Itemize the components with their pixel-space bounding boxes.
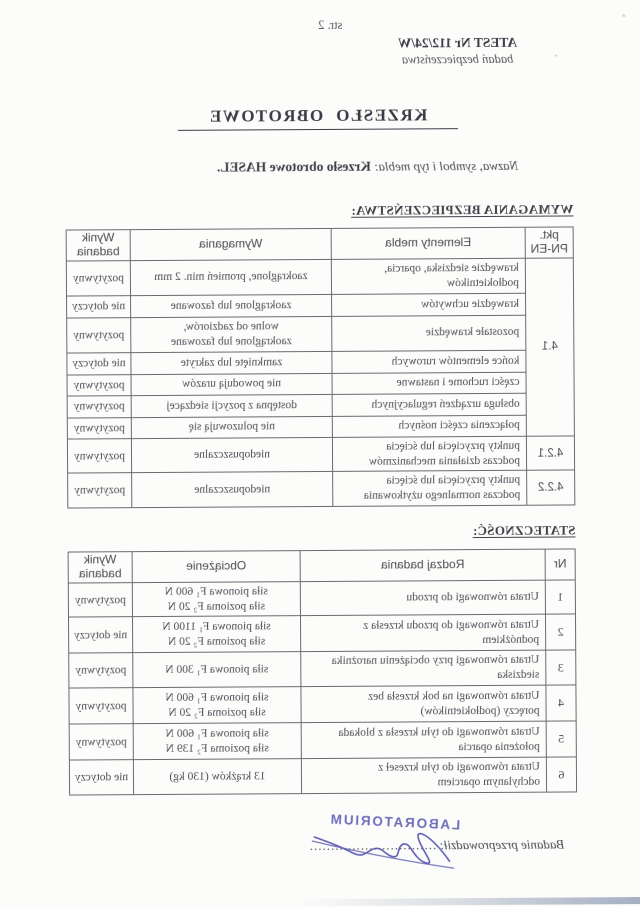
atest-number: ATEST Nr 112/24/W <box>397 34 518 51</box>
table-row <box>67 436 574 474</box>
table-row <box>69 757 576 795</box>
stability-tests-table <box>68 548 577 795</box>
safety-requirements-table <box>66 226 576 508</box>
nr-cell: 3 <box>546 650 576 685</box>
table-row <box>67 315 574 353</box>
column-header-result: Wynik badania <box>68 552 132 583</box>
load-cell: 13 krążków (130 kg) <box>133 759 301 795</box>
result-cell: pozytywny <box>67 374 131 395</box>
load-cell: siła pionowa F₁ 600 N siła pozioma F₂ 20 N <box>132 581 300 617</box>
scan-edge-shadow <box>298 897 640 906</box>
result-cell: pozytywny <box>66 260 130 295</box>
table-row <box>67 350 574 375</box>
page-number: str. 2 <box>318 17 343 33</box>
table-row <box>69 685 576 724</box>
test-cell: Utrata równowagi do przodu <box>300 580 545 616</box>
element-cell: krawędzie siedziska, oparcia, podłokietników <box>331 258 525 294</box>
column-header-result: Wynik badania <box>66 230 130 261</box>
result-cell: pozytywny <box>68 473 132 508</box>
table-row <box>67 293 574 318</box>
result-cell: pozytywny <box>67 317 131 352</box>
pkt-cell: 4.1 <box>525 258 574 436</box>
nr-cell: 1 <box>545 580 575 615</box>
test-cell: Utrata równowagi do tyłu krzeseł z odchylanym oparciem <box>301 757 546 793</box>
load-cell: siła pionowa F₁ 600 N siła pozioma F₂ 20 N <box>133 687 301 724</box>
load-cell: siła pionowa F₁ 1100 N siła pozioma F₂ 20 N <box>132 616 300 653</box>
test-cell: Utrata równowagi do przodu krzesła z podnóżkiem <box>300 615 545 652</box>
signature-dotted-line: .............................. <box>308 837 437 854</box>
table-header-row <box>68 549 575 583</box>
load-cell: siła pionowa F₁ 600 N siła pozioma F₂ 139 N <box>133 723 301 760</box>
nr-cell: 5 <box>546 721 576 757</box>
table-row <box>68 470 575 508</box>
result-cell: nie dotyczy <box>68 617 132 653</box>
column-header-element: Elementy mebla <box>331 227 525 259</box>
requirement-cell: wolne od zadziorów, zaokrąglone lub fazowane <box>131 316 332 352</box>
result-cell: nie dotyczy <box>67 352 131 374</box>
element-cell: punkty przycięcia lub ścięcia podczas normalnego użytkowania <box>333 471 527 507</box>
table-row <box>66 258 573 296</box>
stability-section-heading: STATECZNOŚĆ: <box>472 522 576 539</box>
element-cell: części ruchome i nastawne <box>332 372 526 394</box>
table-row <box>69 721 576 760</box>
table-row <box>68 614 575 653</box>
column-header-load: Obciążenie <box>132 551 300 583</box>
table-row <box>69 650 576 688</box>
element-cell: połączenia części nośnych <box>332 415 526 437</box>
element-cell: punkty przycięcia lub ścięcia podczas działania mechanizmów <box>332 436 526 472</box>
tester-label: Badanie przeprowadził: <box>439 836 565 853</box>
result-cell: pozytywny <box>69 653 133 688</box>
pkt-cell: 4.2.2 <box>527 470 575 505</box>
table-row <box>68 580 575 618</box>
pkt-cell: 4.2.1 <box>526 436 574 471</box>
table-row <box>67 393 574 418</box>
nr-cell: 4 <box>546 685 576 721</box>
element-cell: pozostałe krawędzie <box>332 315 526 351</box>
element-cell: krawędzie uchwytów <box>332 293 526 316</box>
column-header-pkt: pkt. PN-EN <box>525 227 573 258</box>
element-cell: obsługa urządzeń regulacyjnych <box>332 393 526 416</box>
column-header-test: Rodzaj badania <box>300 549 545 581</box>
element-cell: końce elementów rurowych <box>332 350 526 373</box>
safety-section-heading: WYMAGANIA BEZPIECZEŃSTWA: <box>351 201 574 218</box>
laboratory-stamp: LABORATORIUM <box>328 811 461 833</box>
requirement-cell: zaokrąglone lub fazowane <box>131 294 332 317</box>
result-cell: nie dotyczy <box>69 760 133 795</box>
column-header-nr: Nr <box>545 549 575 580</box>
scan-speck <box>555 55 558 57</box>
result-cell: nie dotyczy <box>67 295 131 317</box>
test-cell: Utrata równowagi na bok krzesła bez poręczy (podłokietników) <box>301 685 546 722</box>
result-cell: pozytywny <box>69 688 133 724</box>
product-name-line <box>217 158 518 176</box>
scan-speck <box>622 14 625 17</box>
result-cell: pozytywny <box>67 438 131 473</box>
product-name-value: Krzesło obrotowe HASEL. <box>216 158 371 175</box>
requirement-cell: dostępna z pozycji siedzącej <box>131 394 332 417</box>
nr-cell: 2 <box>545 614 575 650</box>
result-cell: pozytywny <box>67 417 131 438</box>
requirement-cell: zamknięte lub zakryte <box>131 351 332 374</box>
requirement-cell: zaokrąglone, promień min. 2 mm <box>130 259 331 295</box>
atest-subtitle: badań bezpieczeństwa <box>401 51 514 67</box>
table-header-row <box>66 227 573 261</box>
requirement-cell: nie poluzowują się <box>131 416 332 438</box>
load-cell: siła pionowa F₁ 300 N <box>133 652 301 688</box>
product-name-label: Nazwa, symbol i typ mebla: <box>374 157 519 174</box>
signature-mark <box>309 819 459 875</box>
test-cell: Utrata równowagi do tyłu krzesła z blokada położenia oparcia <box>301 721 546 758</box>
result-cell: pozytywny <box>68 582 132 617</box>
result-cell: pozytywny <box>69 724 133 760</box>
requirement-cell: niedopuszczalne <box>132 472 333 508</box>
atest-header <box>377 35 537 68</box>
result-cell: pozytywny <box>67 395 131 417</box>
nr-cell: 6 <box>546 757 576 792</box>
column-header-requirement: Wymagania <box>130 228 331 260</box>
requirement-cell: nie powodują urazów <box>131 373 332 395</box>
requirement-cell: niedopuszczalne <box>131 437 332 473</box>
test-cell: Utrata równowagi przy obciążeniu narożnika siedziska <box>301 651 546 687</box>
document-title: KRZESŁO OBROTOWE <box>178 105 458 131</box>
